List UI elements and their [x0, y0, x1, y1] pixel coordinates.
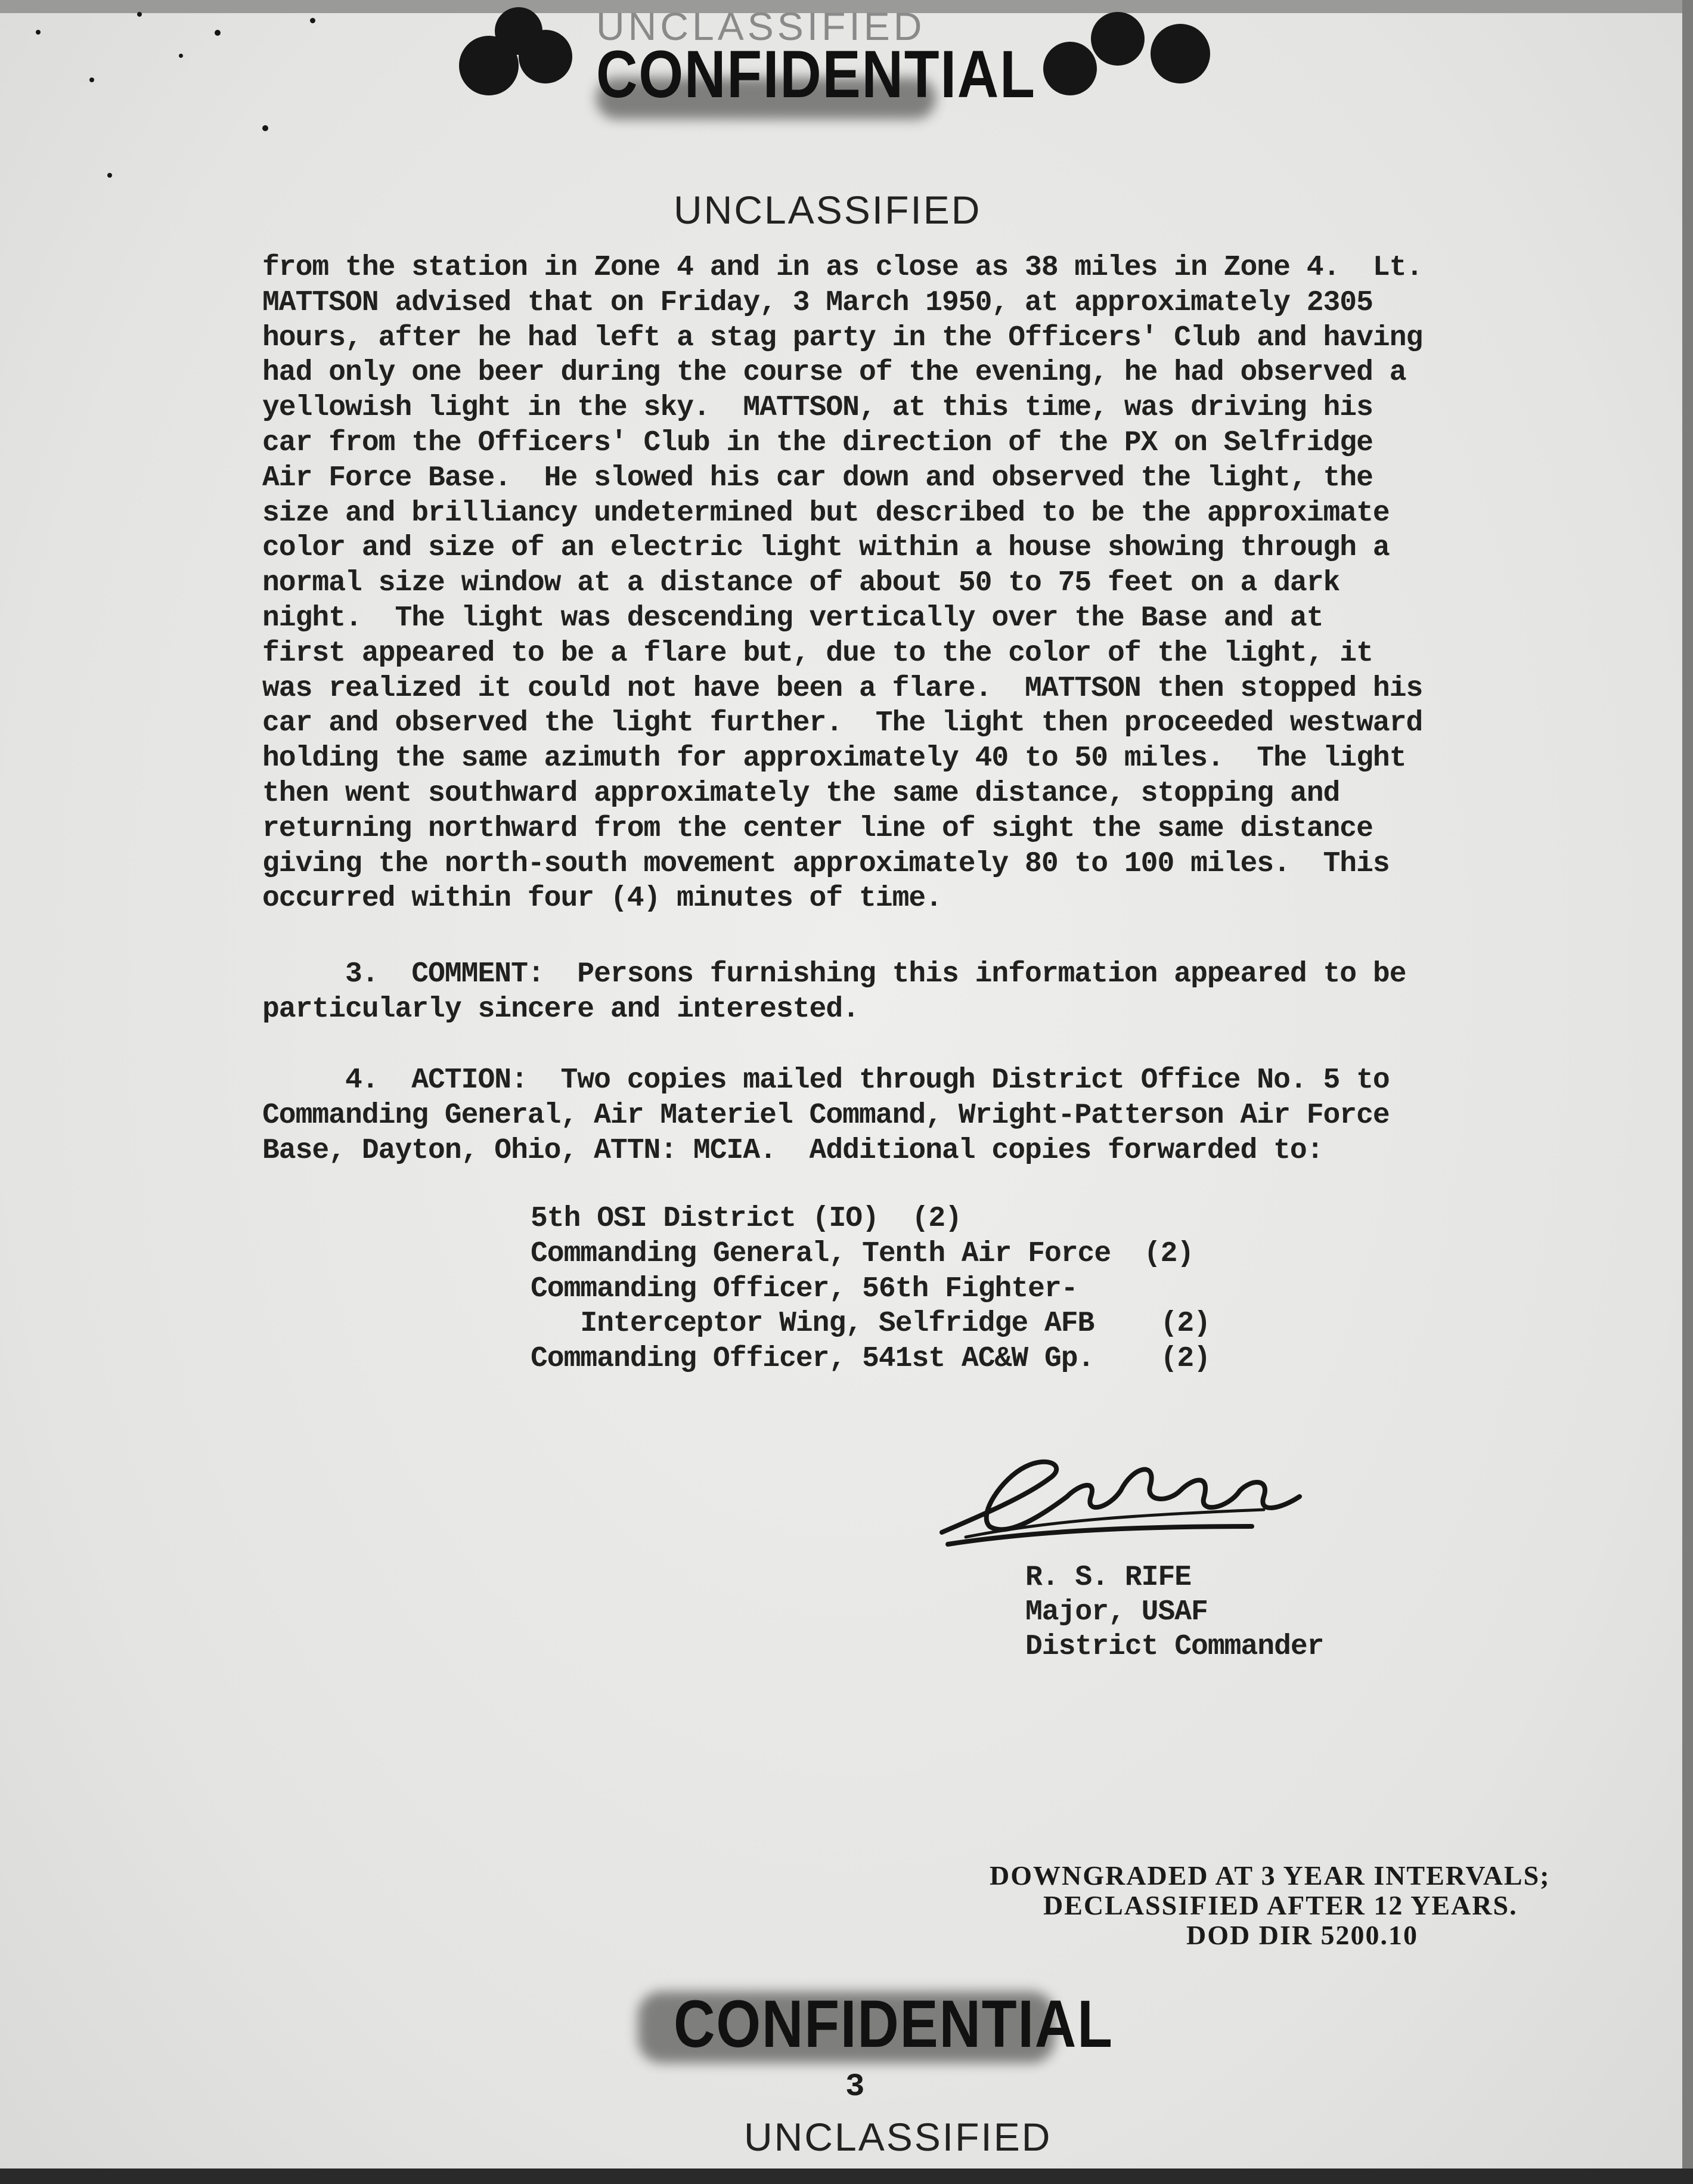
- speckle: [179, 54, 183, 58]
- text-line: Commanding Officer, 541st AC&W Gp. (2): [531, 1343, 1210, 1376]
- text-line: then went southward approximately the same distance, stopping and: [262, 777, 1340, 810]
- text-line: occurred within four (4) minutes of time.: [262, 882, 942, 915]
- stamp-confidential-bottom: CONFIDENTIAL: [674, 1987, 1114, 2061]
- distribution-list: [531, 1201, 1210, 1377]
- speckle: [107, 173, 112, 178]
- text-line: car from the Officers' Club in the direction of the PX on Selfridge: [262, 426, 1373, 459]
- text-line: 4. ACTION: Two copies mailed through District Office No. 5 to: [262, 1064, 1390, 1096]
- text-line: had only one beer during the course of the evening, he had observed a: [262, 357, 1406, 389]
- punch-hole: [519, 30, 572, 83]
- text-line: Commanding Officer, 56th Fighter-: [531, 1272, 1078, 1305]
- signer-title: District Commander: [1025, 1631, 1324, 1663]
- text-line: Air Force Base. He slowed his car down and observed the light, the: [262, 461, 1373, 494]
- signer-name: R. S. RIFE: [1025, 1562, 1192, 1594]
- footer-classification: UNCLASSIFIED: [744, 2115, 1052, 2159]
- text-line: returning northward from the center line of sight the same distance: [262, 812, 1373, 845]
- stamp-confidential-top: CONFIDENTIAL: [596, 37, 1036, 111]
- text-line: was realized it could not have been a flare. MATTSON then stopped his: [262, 672, 1423, 705]
- speckle: [310, 18, 315, 23]
- text-line: 3. COMMENT: Persons furnishing this information appeared to be: [262, 958, 1406, 990]
- comment-paragraph: [262, 957, 1406, 1027]
- handwritten-signature: [930, 1443, 1311, 1559]
- punch-hole: [1091, 12, 1145, 66]
- declassification-line-1: DOWNGRADED AT 3 YEAR INTERVALS;: [990, 1860, 1551, 1891]
- text-line: size and brilliancy undetermined but described to be the approximate: [262, 497, 1390, 529]
- text-line: car and observed the light further. The light then proceeded westward: [262, 707, 1423, 740]
- punch-hole: [1151, 24, 1210, 83]
- declassification-line-2: DECLASSIFIED AFTER 12 YEARS.: [1043, 1890, 1518, 1920]
- text-line: yellowish light in the sky. MATTSON, at this time, was driving his: [262, 392, 1373, 425]
- text-line: first appeared to be a flare but, due to the color of the light, it: [262, 637, 1373, 670]
- header-classification: UNCLASSIFIED: [674, 188, 982, 232]
- text-line: Commanding General, Air Materiel Command, Wright-Patterson Air Force: [262, 1099, 1390, 1132]
- page-number: 3: [845, 2069, 865, 2105]
- speckle: [36, 30, 41, 35]
- text-line: giving the north-south movement approximately 80 to 100 miles. This: [262, 847, 1390, 880]
- action-paragraph: [262, 1063, 1390, 1168]
- punch-hole: [1043, 42, 1097, 95]
- text-line: color and size of an electric light within a house showing through a: [262, 532, 1390, 565]
- text-line: Base, Dayton, Ohio, ATTN: MCIA. Additional copies forwarded to:: [262, 1134, 1323, 1167]
- scan-edge-bottom: [0, 2168, 1693, 2184]
- scan-edge-right: [1682, 0, 1693, 2184]
- text-line: Interceptor Wing, Selfridge AFB (2): [531, 1308, 1210, 1340]
- text-line: hours, after he had left a stag party in the Officers' Club and having: [262, 321, 1423, 354]
- signer-rank: Major, USAF: [1025, 1596, 1208, 1628]
- text-line: night. The light was descending vertically over the Base and at: [262, 602, 1323, 634]
- stamp-unclassified-faint: UNCLASSIFIED: [596, 4, 926, 48]
- speckle: [137, 12, 142, 17]
- speckle: [89, 78, 94, 82]
- text-line: particularly sincere and interested.: [262, 993, 859, 1026]
- text-line: holding the same azimuth for approximately 40 to 50 miles. The light: [262, 742, 1406, 775]
- text-line: from the station in Zone 4 and in as close as 38 miles in Zone 4. Lt.: [262, 252, 1423, 284]
- text-line: 5th OSI District (IO) (2): [531, 1203, 962, 1235]
- speckle: [262, 125, 268, 131]
- paragraph-continued: [262, 250, 1422, 916]
- declassification-line-3: DOD DIR 5200.10: [1186, 1920, 1419, 1950]
- text-line: MATTSON advised that on Friday, 3 March 1950, at approximately 2305: [262, 286, 1373, 319]
- text-line: Commanding General, Tenth Air Force (2): [531, 1237, 1194, 1270]
- text-line: normal size window at a distance of about 50 to 75 feet on a dark: [262, 567, 1340, 600]
- speckle: [215, 30, 221, 36]
